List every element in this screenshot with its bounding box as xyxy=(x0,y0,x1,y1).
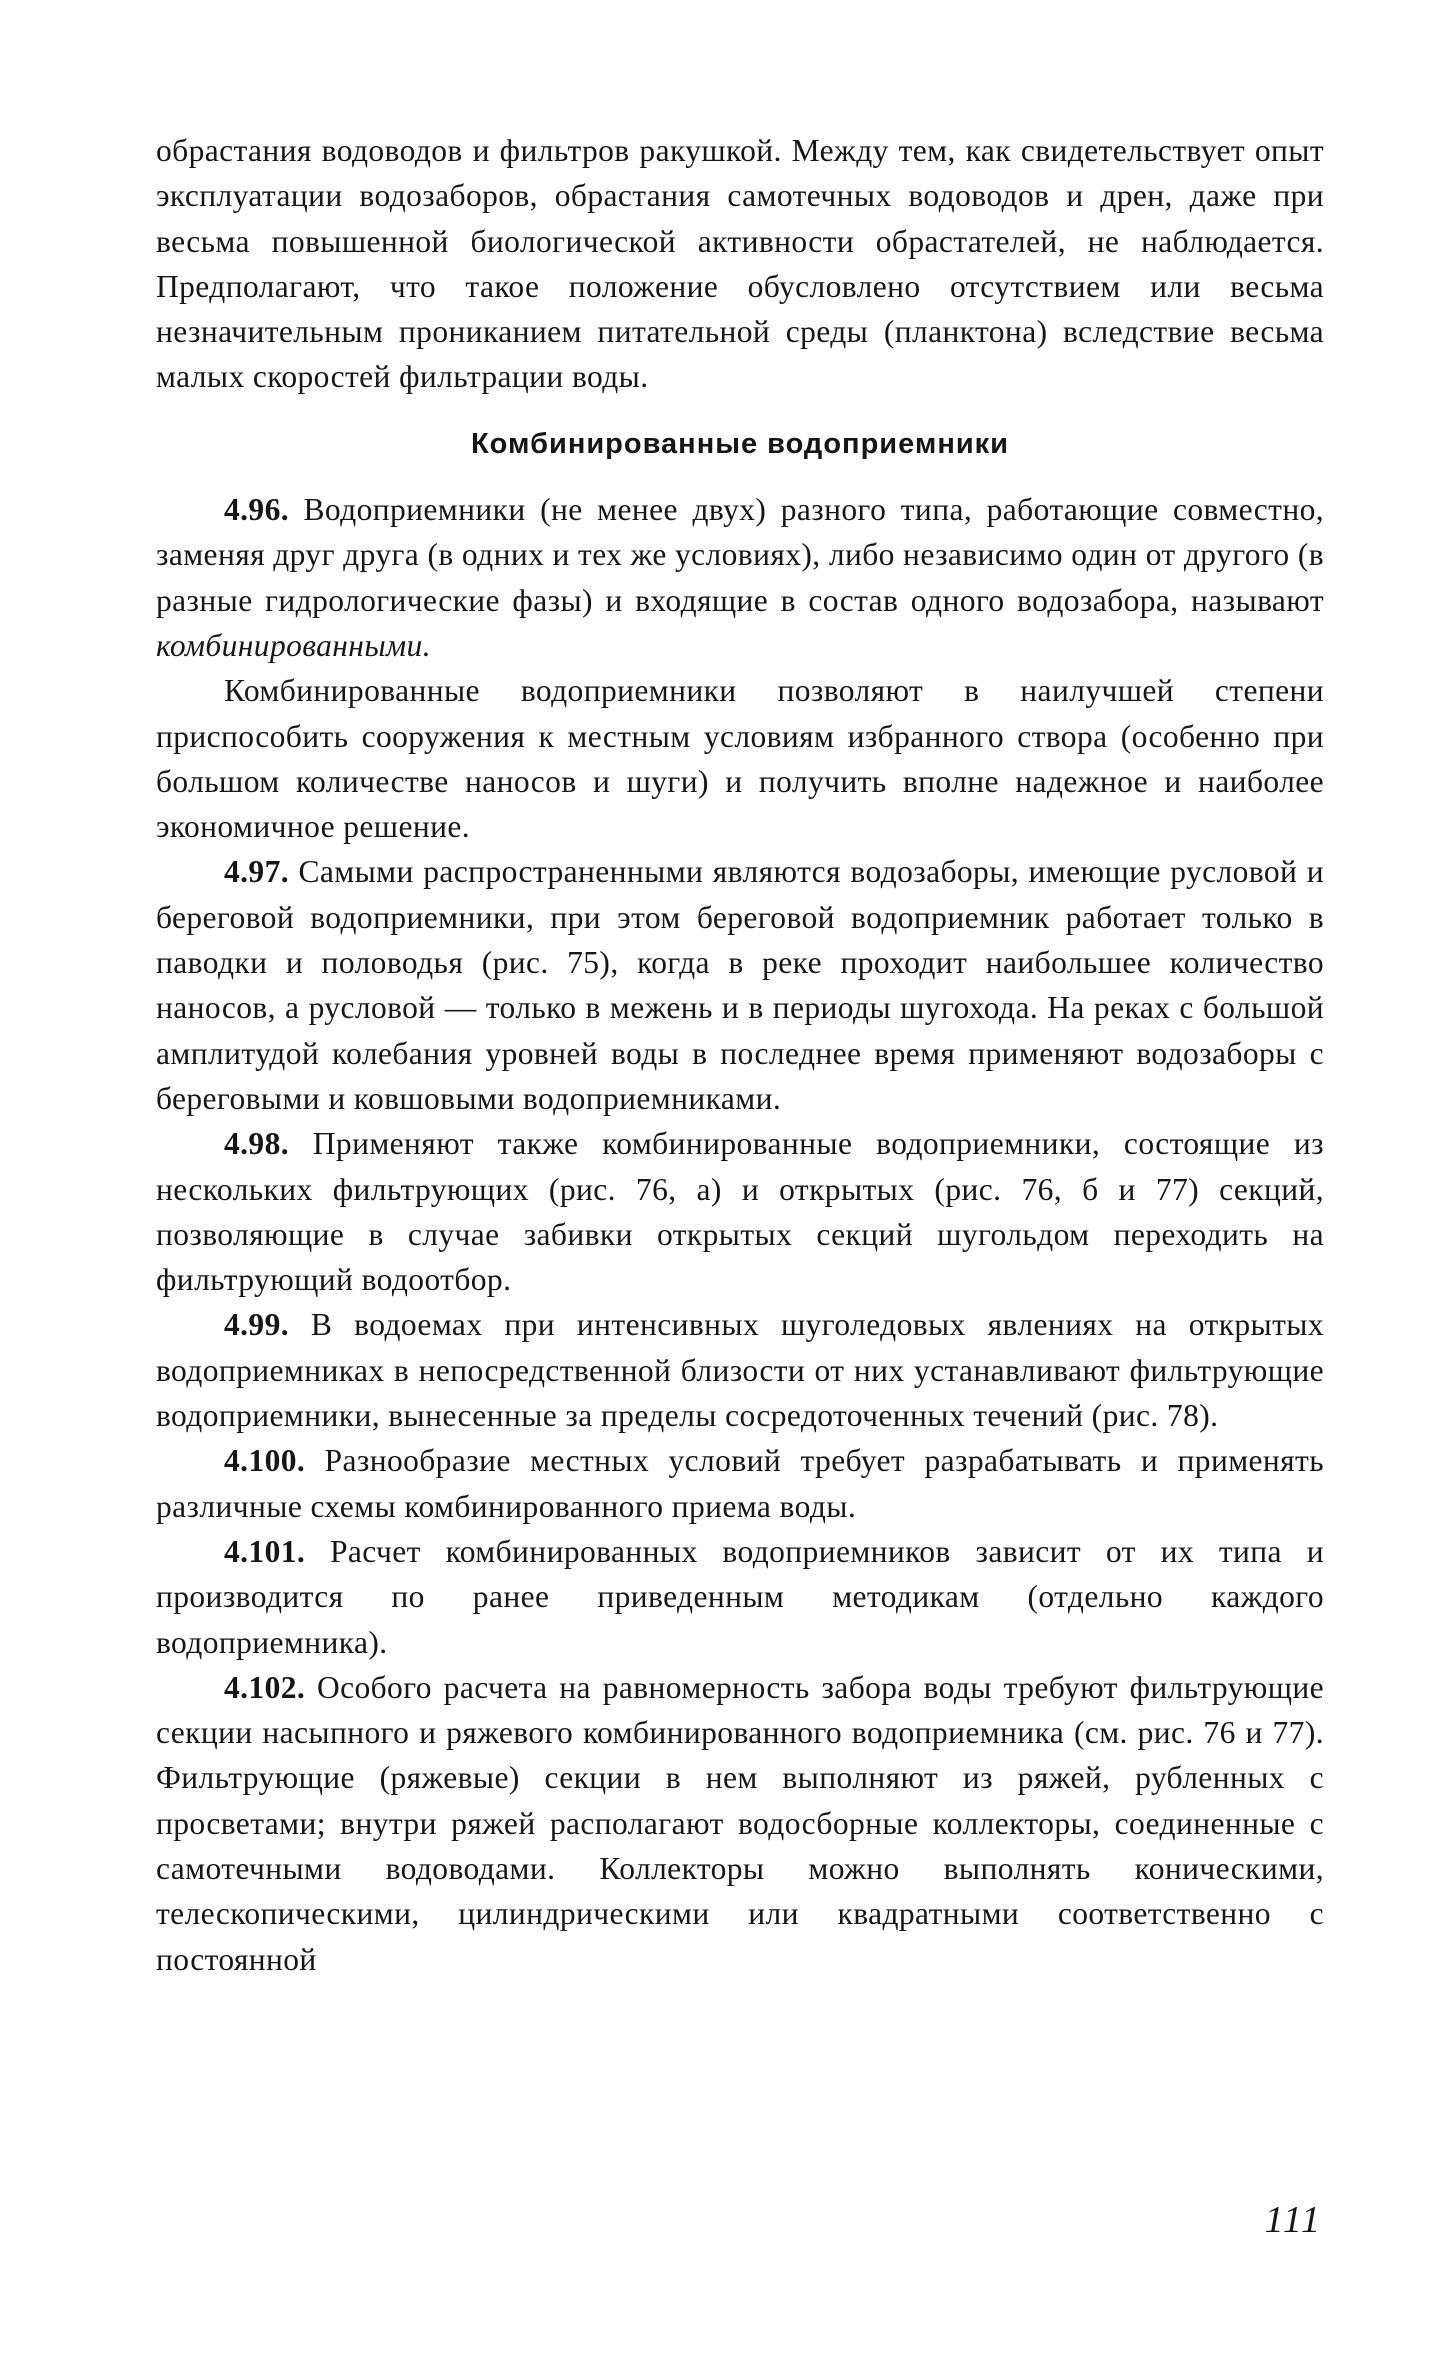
paragraph-number: 4.99. xyxy=(224,1307,289,1343)
paragraph-text: Самыми распространенными являются водозаборы, имеющие русловой и береговой водоприемники, при этом береговой водоприемник работает только в паводки и половодья (рис. 75), когда в реке проходит наибольшее количество наносов, а русловой — только в межень и в периоды шугохода. На реках с большой амплитудой колебания уровней воды в последнее время применяют водозаборы с береговыми и ковшовыми водоприемниками. xyxy=(156,854,1324,1116)
page-number: 111 xyxy=(1264,2199,1322,2241)
paragraph-number: 4.98. xyxy=(224,1126,289,1162)
paragraph-text: Комбинированные водоприемники позволяют в наилучшей степени приспособить сооружения к местным условиям избранного створа (особенно при большом количестве наносов и шуги) и получить вполне надежное и наиболее экономичное решение. xyxy=(156,673,1324,845)
paragraph-number: 4.102. xyxy=(224,1669,306,1705)
paragraph xyxy=(156,1529,1324,1665)
paragraph xyxy=(156,849,1324,1121)
paragraph-text: В водоемах при интенсивных шуголедовых явлениях на открытых водоприемниках в непосредственной близости от них устанавливают фильтрующие водоприемники, вынесенные за пределы сосредоточенных течений (рис. 78). xyxy=(156,1307,1324,1434)
paragraph-number: 4.101. xyxy=(224,1533,306,1569)
paragraph-number: 4.97. xyxy=(224,854,289,890)
paragraph-text: Водоприемники (не менее двух) разного типа, работающие совместно, заменяя друг друга (в одних и тех же условиях), либо независимо один от другого (в разные гидрологические фазы) и входящие в состав одного водозабора, называют xyxy=(156,492,1324,618)
paragraph xyxy=(156,1121,1324,1302)
paragraph xyxy=(156,1438,1324,1529)
paragraph-text: Расчет комбинированных водоприемников зависит от их типа и производится по ранее приведенным методикам (отдельно каждого водоприемника). xyxy=(156,1533,1324,1660)
paragraph-text: Особого расчета на равномерность забора воды требуют фильтрующие секции насыпного и ряжевого комбинированного водоприемника (см. рис. 76 и 77). Фильтрующие (ряжевые) секции в нем выполняют из ряжей, рубленных с просветами; внутри ряжей располагают водосборные коллекторы, соединенные с самотечными водоводами. Коллекторы можно выполнять коническими, телескопическими, цилиндрическими или квадратными соответственно с постоянной xyxy=(156,1669,1324,1977)
paragraph-number: 4.100. xyxy=(224,1443,306,1479)
paragraph xyxy=(156,1302,1324,1438)
paragraph xyxy=(156,668,1324,849)
paragraph-text: Применяют также комбинированные водоприемники, состоящие из нескольких фильтрующих (рис. 76, а) и открытых (рис. 76, б и 77) секций, позволяющие в случае забивки открытых секций шугольдом переходить на фильтрующий водоотбор. xyxy=(156,1126,1324,1298)
paragraph-text: Разнообразие местных условий требует разрабатывать и применять различные схемы комбинированного приема воды. xyxy=(156,1443,1324,1524)
intro-paragraph: обрастания водоводов и фильтров ракушкой. Между тем, как свидетельствует опыт эксплуатации водозаборов, обрастания самотечных водоводов и дрен, даже при весьма повышенной биологической активности обрастателей, не наблюдается. Предполагают, что такое положение обусловлено отсутствием или весьма незначительным прониканием питательной среды (планктона) вследствие весьма малых скоростей фильтрации воды. xyxy=(156,133,1324,395)
paragraph xyxy=(156,487,1324,668)
paragraph-number: 4.96. xyxy=(224,492,289,528)
numbered-paragraphs xyxy=(156,487,1324,1982)
emphasis-term: комбинированными. xyxy=(156,627,431,663)
section-heading: Комбинированные водоприемники xyxy=(470,427,1009,460)
paragraph xyxy=(156,1665,1324,1982)
text-body xyxy=(156,128,1324,1982)
